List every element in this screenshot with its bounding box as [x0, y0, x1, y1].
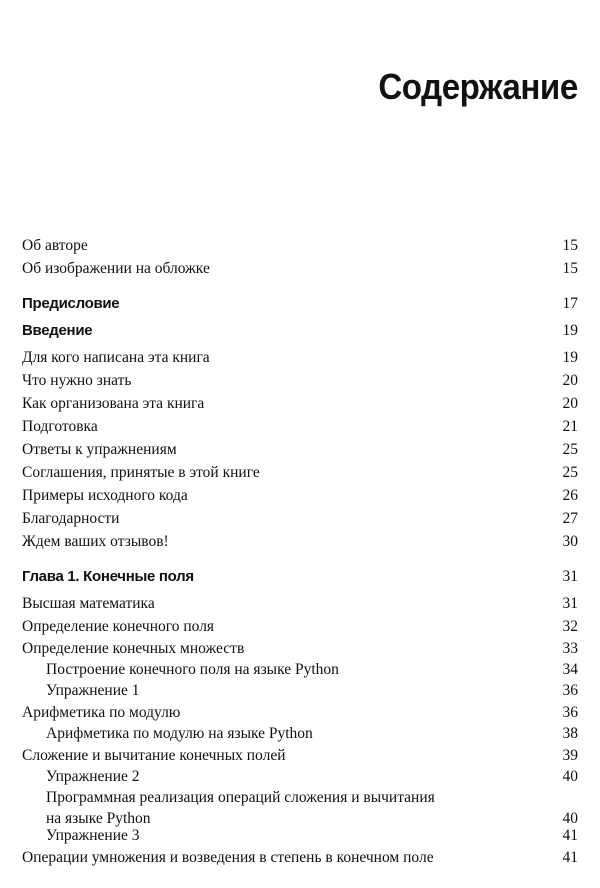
toc-entry-page: 39	[562, 747, 578, 764]
toc-entry-page: 25	[562, 441, 578, 458]
toc-entry-page: 21	[562, 418, 578, 435]
toc-entry-title: Упражнение 2	[46, 768, 140, 785]
toc-entry	[22, 238, 578, 254]
toc-entry	[22, 373, 578, 389]
toc-entry-title: Арифметика по модулю на языке Python	[46, 725, 313, 742]
toc-subentry	[46, 662, 578, 678]
toc-entry-page: 31	[562, 595, 578, 612]
toc-entry	[22, 534, 578, 550]
toc-entry-title: Как организована эта книга	[22, 395, 205, 412]
toc-section-heading	[22, 296, 578, 312]
toc-entry-page: 19	[562, 349, 578, 366]
toc-subentry	[46, 828, 578, 844]
toc-entry-title: Глава 1. Конечные поля	[22, 568, 194, 585]
page-title: Содержание	[378, 66, 578, 107]
toc-entry	[22, 465, 578, 481]
toc-entry-title: Упражнение 1	[46, 682, 140, 699]
toc-entry-title: Арифметика по модулю	[22, 704, 181, 721]
toc-subentry	[46, 683, 578, 699]
toc-entry-page: 20	[562, 372, 578, 389]
toc-entry-page: 19	[562, 322, 578, 339]
toc-entry-title: Упражнение 3	[46, 827, 140, 844]
toc-entry-page: 30	[562, 533, 578, 550]
toc-entry-page: 38	[562, 725, 578, 742]
toc-entry-page: 40	[562, 768, 578, 785]
toc-entry-title-line: Программная реализация операций сложения и вычитания	[46, 789, 435, 806]
toc-entry-title: Благодарности	[22, 510, 120, 527]
toc-entry-page: 20	[562, 395, 578, 412]
toc-subentry	[46, 769, 578, 785]
toc-entry-title: Операции умножения и возведения в степень в конечном поле	[22, 849, 434, 866]
toc-entry-title: Определение конечных множеств	[22, 640, 245, 657]
toc-subentry	[46, 726, 578, 742]
toc-entry-title: Об авторе	[22, 237, 88, 254]
toc-entry	[22, 350, 578, 366]
toc-entry-page: 41	[562, 849, 578, 866]
toc-entry-page: 33	[562, 640, 578, 657]
toc-entry	[22, 396, 578, 412]
toc-entry-title: Ответы к упражнениям	[22, 441, 177, 458]
toc-entry-page: 36	[562, 704, 578, 721]
toc-entry-page: 41	[562, 827, 578, 844]
toc-entry-page: 36	[562, 682, 578, 699]
toc-entry	[22, 511, 578, 527]
toc-entry-page: 40	[562, 809, 578, 827]
toc-entry	[22, 261, 578, 277]
toc-entry	[22, 442, 578, 458]
toc-entry-title: Предисловие	[22, 295, 120, 312]
toc-entry-title: Для кого написана эта книга	[22, 349, 210, 366]
toc-entry-page: 26	[562, 487, 578, 504]
toc-entry-title-line: на языке Python	[46, 809, 151, 827]
toc-entry	[22, 748, 578, 764]
toc-entry-title: Соглашения, принятые в этой книге	[22, 464, 260, 481]
toc-entry-title: Что нужно знать	[22, 372, 132, 389]
toc-entry-title: Примеры исходного кода	[22, 487, 188, 504]
toc-entry-page: 31	[562, 568, 578, 585]
toc-entry-title: Об изображении на обложке	[22, 260, 210, 277]
toc-entry	[22, 641, 578, 657]
toc-entry-title	[46, 790, 435, 826]
toc-entry-page: 15	[562, 237, 578, 254]
toc-entry-title: Сложение и вычитание конечных полей	[22, 747, 286, 764]
toc-entry	[22, 596, 578, 612]
toc-entry-page: 32	[562, 618, 578, 635]
toc-entry-title: Высшая математика	[22, 595, 155, 612]
toc-entry	[22, 850, 578, 866]
toc-entry-page: 25	[562, 464, 578, 481]
toc-entry-title: Ждем ваших отзывов!	[22, 533, 169, 550]
toc-entry-page: 15	[562, 260, 578, 277]
toc-chapter-heading	[22, 569, 578, 585]
toc-entry	[22, 488, 578, 504]
toc-entry-title: Подготовка	[22, 418, 98, 435]
toc-entry	[22, 705, 578, 721]
toc-entry-page: 34	[562, 661, 578, 678]
toc-subentry	[46, 790, 578, 826]
toc-entry-title: Построение конечного поля на языке Python	[46, 661, 339, 678]
toc-entry-page: 27	[562, 510, 578, 527]
toc-entry	[22, 619, 578, 635]
toc-entry-title: Введение	[22, 322, 93, 339]
toc-entry-title: Определение конечного поля	[22, 618, 215, 635]
toc-entry	[22, 419, 578, 435]
toc-section-heading	[22, 323, 578, 339]
toc-entry-page: 17	[562, 295, 578, 312]
